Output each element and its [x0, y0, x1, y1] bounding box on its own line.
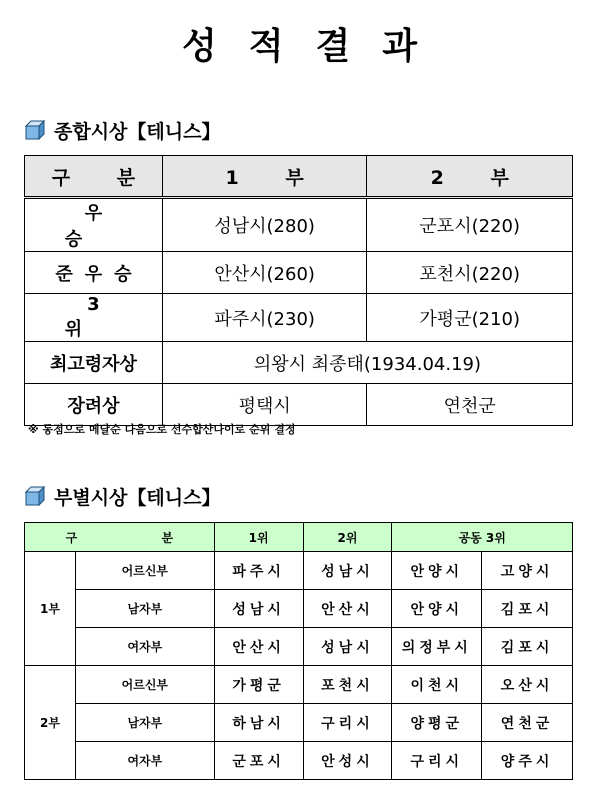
category-label: 어르신부: [75, 666, 214, 704]
cell-value: 포천시(220): [367, 252, 573, 294]
cell-third: 오산시: [482, 666, 573, 704]
tie-break-note: ※ 동점으로 메달순 다음으로 선수합산나이로 순위 결정: [28, 423, 296, 436]
cell-third: 양주시: [482, 742, 573, 780]
cell-first: 성남시: [214, 590, 303, 628]
group-label-div2: 2부: [25, 666, 76, 780]
cell-second: 성남시: [303, 628, 392, 666]
cell-value: 연천군: [367, 384, 573, 426]
cell-third: 김포시: [482, 628, 573, 666]
row-label-runner-up: 준우승: [25, 252, 163, 294]
row-label-third: 3 위: [25, 294, 163, 342]
category-label: 여자부: [75, 628, 214, 666]
cell-first: 파주시: [214, 552, 303, 590]
cell-first: 하남시: [214, 704, 303, 742]
cell-value: 평택시: [162, 384, 367, 426]
cell-first: 가평군: [214, 666, 303, 704]
cell-third: 양평군: [392, 704, 482, 742]
category-label: 어르신부: [75, 552, 214, 590]
table-row: [25, 384, 573, 426]
table-header-row: [25, 156, 573, 198]
row-label-encouragement: 장려상: [25, 384, 163, 426]
cell-second: 안성시: [303, 742, 392, 780]
cell-first: 안산시: [214, 628, 303, 666]
header-second: 2위: [303, 523, 392, 552]
cell-value: 안산시(260): [162, 252, 367, 294]
cell-value: 성남시(280): [162, 198, 367, 252]
table-row: [25, 252, 573, 294]
table-row: [25, 742, 573, 780]
table-row: [25, 294, 573, 342]
section-heading-overall: [24, 116, 220, 144]
table-row: [25, 198, 573, 252]
table-row: [25, 590, 573, 628]
table-row: [25, 552, 573, 590]
cell-value: 군포시(220): [367, 198, 573, 252]
table-row: [25, 666, 573, 704]
category-label: 남자부: [75, 704, 214, 742]
header-div1: 1 부: [162, 156, 367, 198]
header-category: 구 분: [25, 156, 163, 198]
cube-icon: [24, 485, 46, 507]
category-label: 남자부: [75, 590, 214, 628]
cell-third: 연천군: [482, 704, 573, 742]
category-label: 여자부: [75, 742, 214, 780]
table-row: [25, 704, 573, 742]
cell-third: 고양시: [482, 552, 573, 590]
section-heading-text: 종합시상【테니스】: [54, 120, 221, 143]
table-row: [25, 628, 573, 666]
cell-third: 안양시: [392, 590, 482, 628]
table-row: [25, 342, 573, 384]
division-awards-table: [24, 522, 573, 780]
cell-third: 이천시: [392, 666, 482, 704]
cell-third: 김포시: [482, 590, 573, 628]
overall-awards-table: [24, 155, 573, 426]
page-title: 성적결과: [181, 26, 450, 67]
section-heading-text: 부별시상【테니스】: [54, 486, 221, 509]
cell-value: 파주시(230): [162, 294, 367, 342]
table-header-row: [25, 523, 573, 552]
cell-second: 구리시: [303, 704, 392, 742]
row-label-winner: 우 승: [25, 198, 163, 252]
cell-first: 군포시: [214, 742, 303, 780]
header-third: 공동 3위: [392, 523, 573, 552]
cell-third: 구리시: [392, 742, 482, 780]
header-category: 구 분: [25, 523, 215, 552]
cell-value: 가평군(210): [367, 294, 573, 342]
header-div2: 2 부: [367, 156, 573, 198]
cell-second: 성남시: [303, 552, 392, 590]
section-heading-division: [24, 482, 220, 510]
cell-value: 의왕시 최종태(1934.04.19): [162, 342, 572, 384]
cell-third: 의정부시: [392, 628, 482, 666]
group-label-div1: 1부: [25, 552, 76, 666]
cube-icon: [24, 119, 46, 141]
cell-second: 포천시: [303, 666, 392, 704]
cell-second: 안산시: [303, 590, 392, 628]
cell-third: 안양시: [392, 552, 482, 590]
row-label-oldest: 최고령자상: [25, 342, 163, 384]
header-first: 1위: [214, 523, 303, 552]
